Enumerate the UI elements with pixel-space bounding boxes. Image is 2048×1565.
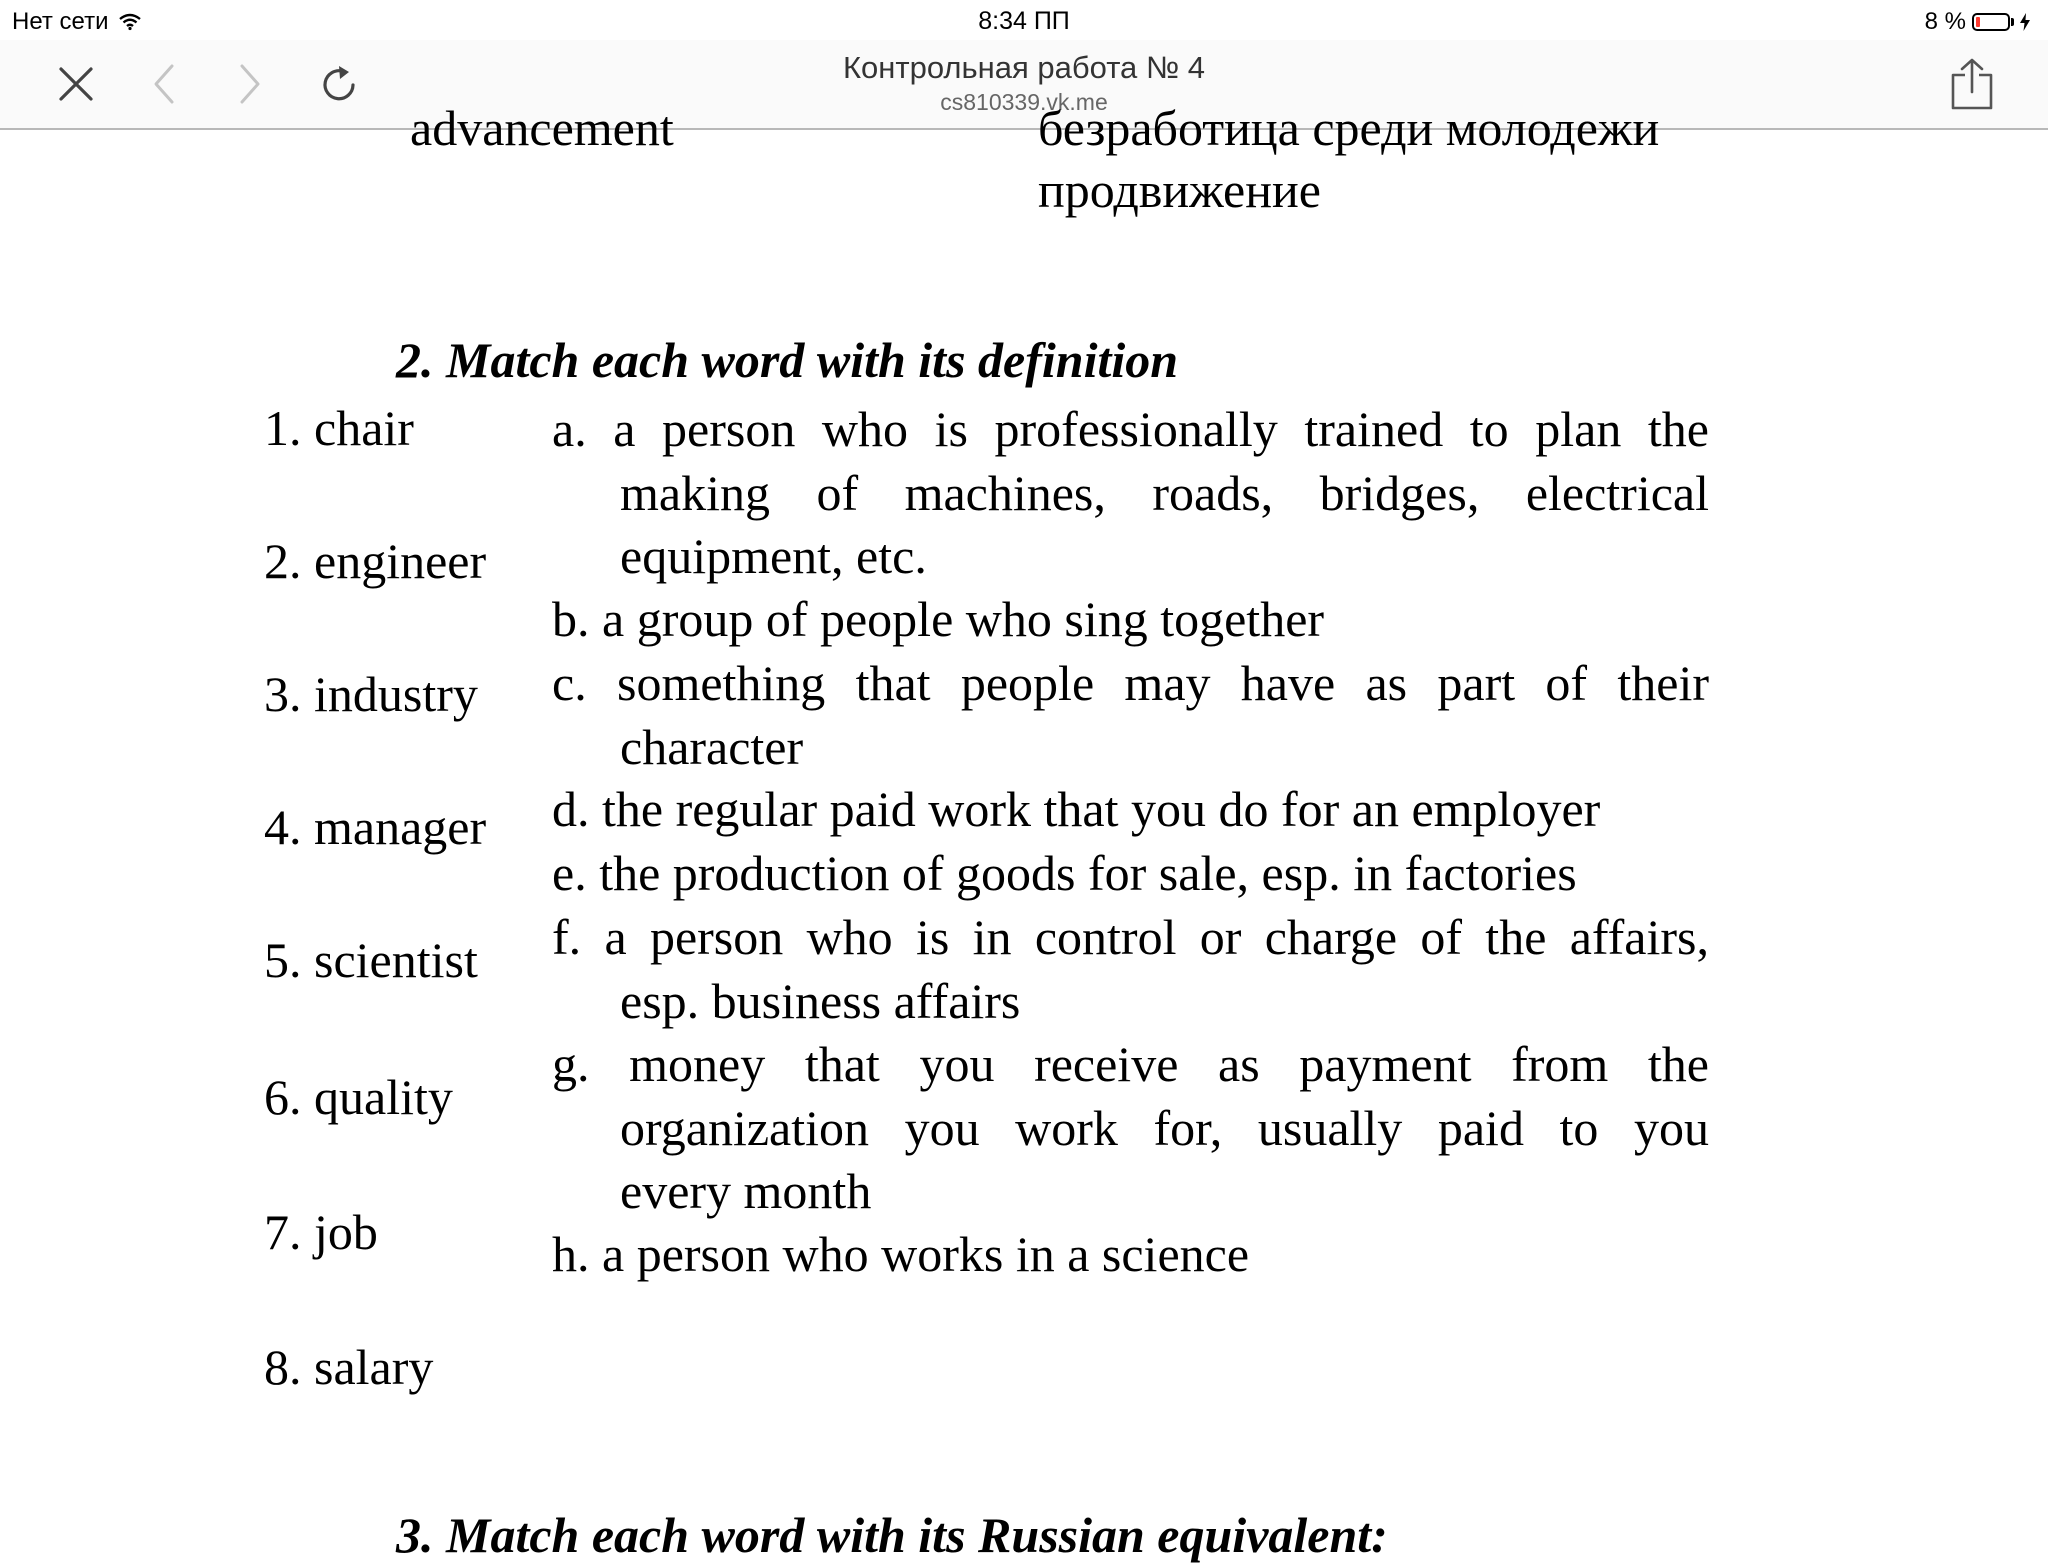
definition-g xyxy=(552,1033,1709,1224)
definition-c xyxy=(552,652,1709,779)
word-item: 3. industry xyxy=(264,666,478,722)
document-title: Контрольная работа № 4 xyxy=(842,50,1206,85)
definition-line: organization you work for, usually paid to you xyxy=(620,1099,1709,1156)
battery-percent: 8 % xyxy=(1924,8,1966,35)
next-section-heading: 3. Match each word with its Russian equivalent: xyxy=(396,1507,1388,1563)
document-viewer-toolbar xyxy=(0,40,2048,130)
word-item: 2. engineer xyxy=(264,533,487,589)
definition-line: b. a group of people who sing together xyxy=(552,591,1325,647)
status-time: 8:34 ПП xyxy=(978,7,1070,35)
definition-line: esp. business affairs xyxy=(620,972,1021,1029)
definition-a xyxy=(552,398,1709,589)
battery-tip xyxy=(2011,18,2014,26)
battery-indicator xyxy=(1925,8,2030,36)
definition-line: character xyxy=(620,718,804,775)
top-right-next: продвижение xyxy=(1038,162,1321,218)
word-item: 7. job xyxy=(264,1204,378,1260)
word-item: 8. salary xyxy=(264,1339,434,1395)
charging-bolt-icon xyxy=(2020,13,2030,31)
word-item: 4. manager xyxy=(264,799,487,855)
section-heading: 2. Match each word with its definition xyxy=(396,332,1179,388)
definition-line: equipment, etc. xyxy=(620,528,927,584)
definition-d xyxy=(552,778,1709,842)
word-item: 6. quality xyxy=(264,1069,453,1125)
definition-b xyxy=(552,588,1709,652)
definition-line: a. a person who is professionally trained to plan the xyxy=(552,401,1709,457)
definition-f xyxy=(552,906,1709,1033)
status-bar xyxy=(0,0,2048,40)
battery-icon xyxy=(1972,13,2010,31)
top-partial-left: advancement xyxy=(410,100,674,156)
definition-line: e. the production of goods for sale, esp. in factories xyxy=(552,845,1577,901)
definition-line: making of machines, roads, bridges, electrical xyxy=(620,464,1709,521)
definition-e xyxy=(552,842,1709,906)
share-icon xyxy=(1950,58,1994,110)
top-partial-right: безработица среди молодежи xyxy=(1038,100,1660,156)
definition-line: g. money that you receive as payment from the xyxy=(552,1036,1709,1092)
word-item: 5. scientist xyxy=(264,932,478,988)
definition-line: d. the regular paid work that you do for an employer xyxy=(552,781,1601,837)
title-block xyxy=(0,48,2048,116)
definition-line: c. something that people may have as part of their xyxy=(552,655,1709,711)
share-button[interactable] xyxy=(1944,56,2000,112)
definition-line: every month xyxy=(620,1163,872,1219)
definition-h xyxy=(552,1223,1709,1287)
definition-line: f. a person who is in control or charge of the affairs, xyxy=(552,909,1709,965)
word-item: 1. chair xyxy=(264,400,414,456)
definition-line: h. a person who works in a science xyxy=(552,1226,1250,1282)
carrier-label: Нет сети xyxy=(12,8,109,35)
document-url: cs810339.vk.me xyxy=(940,89,1108,115)
